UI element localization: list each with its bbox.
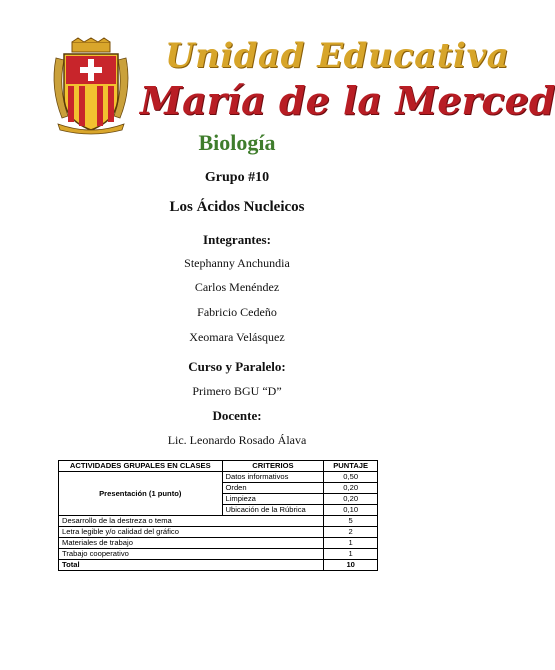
score-cell: 1 (324, 549, 378, 560)
course-value: Primero BGU “D” (192, 384, 282, 398)
member-name: Xeomara Velásquez (189, 330, 285, 344)
teacher-heading: Docente: (212, 408, 262, 423)
score-cell: 2 (324, 527, 378, 538)
school-crest-logo (50, 38, 132, 134)
activity-cell: Letra legible y/o calidad del gráfico (59, 527, 324, 538)
table-row (59, 549, 378, 560)
criterion-cell: Limpieza (222, 494, 324, 505)
activity-cell: Materiales de trabajo (59, 538, 324, 549)
header-criteria: CRITERIOS (222, 461, 324, 472)
score-cell: 0,10 (324, 505, 378, 516)
presentation-label: Presentación (1 punto) (59, 472, 223, 516)
score-cell: 0,20 (324, 494, 378, 505)
criterion-cell: Orden (222, 483, 324, 494)
score-cell: 0,20 (324, 483, 378, 494)
table-row (59, 516, 378, 527)
criterion-cell: Ubicación de la Rúbrica (222, 505, 324, 516)
criterion-cell: Datos informativos (222, 472, 324, 483)
teacher-name: Lic. Leonardo Rosado Álava (167, 433, 307, 447)
table-row (59, 538, 378, 549)
activity-cell: Trabajo cooperativo (59, 549, 324, 560)
total-score: 10 (324, 560, 378, 571)
institution-name-line2: María de la Merced (140, 78, 555, 123)
course-heading: Curso y Paralelo: (188, 359, 286, 374)
members-heading: Integrantes: (203, 232, 271, 247)
member-name: Stephanny Anchundia (184, 256, 290, 270)
score-cell: 0,50 (324, 472, 378, 483)
topic-title: Los Ácidos Nucleicos (169, 199, 305, 215)
table-row (59, 527, 378, 538)
activity-cell: Desarrollo de la destreza o tema (59, 516, 324, 527)
group-number: Grupo #10 (204, 170, 270, 185)
subject-title: Biología (198, 130, 276, 155)
total-label: Total (59, 560, 324, 571)
member-name: Carlos Menéndez (194, 280, 280, 294)
member-name: Fabricio Cedeño (197, 305, 277, 319)
institution-name-line1: Unidad Educativa (165, 36, 510, 76)
score-cell: 5 (324, 516, 378, 527)
header-score: PUNTAJE (324, 461, 378, 472)
rubric-table (58, 460, 378, 571)
total-row (59, 560, 378, 571)
rubric-header-row (59, 461, 378, 472)
score-cell: 1 (324, 538, 378, 549)
table-row (59, 472, 378, 483)
header-activities: ACTIVIDADES GRUPALES EN CLASES (59, 461, 223, 472)
